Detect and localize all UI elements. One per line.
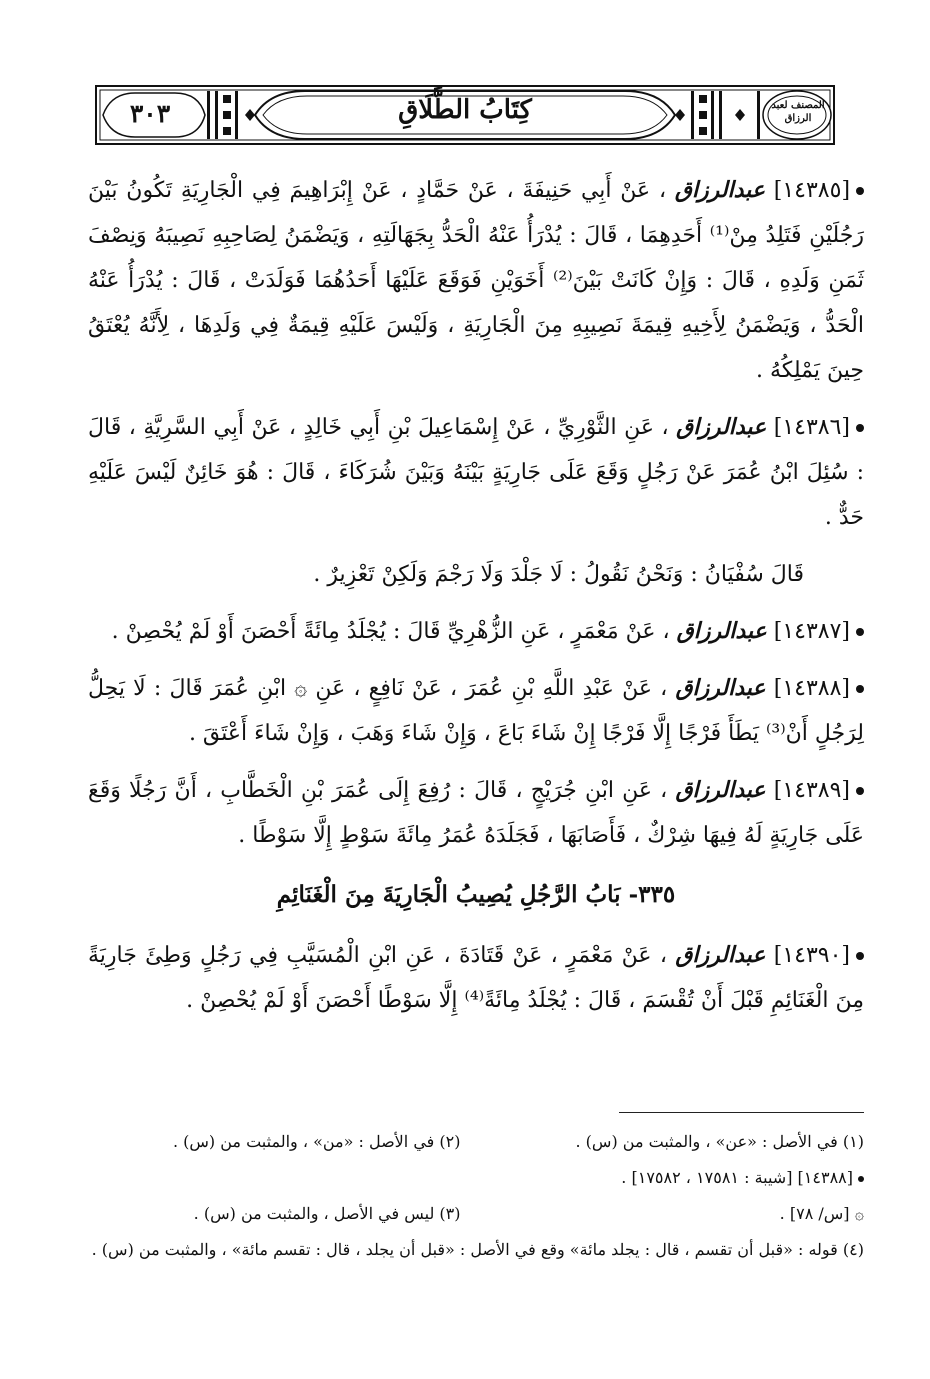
narrator-name: عبدالرزاق	[675, 942, 766, 968]
header-title: كِتَابُ الطَّلَاقِ	[398, 95, 532, 125]
folio-marker: ۞ [س/ ٧٨] .	[779, 1204, 864, 1223]
hadith-number: [١٤٣٩٠]	[773, 943, 850, 968]
hadith-text: ، عَنْ عَبْدِ اللَّهِ بْنِ عُمَرَ ، عَنْ نَافِعٍ ، عَنِ ۞ ابْنِ عُمَرَ قَالَ : لَا يَحِلُّ لِرَجُلٍ أَنْ⁽³⁾ يَطَأَ فَرْجًا إِلَّا فَرْجًا إِنْ شَاءَ بَاعَ ، وَإِنْ شَاءَ وَهَبَ ، وَإِنْ شَاءَ أَعْتَقَ .	[88, 676, 864, 746]
main-text	[88, 168, 864, 1035]
hadith-number: [١٤٣٨٨]	[773, 676, 851, 701]
hadith-text: ، عَنِ الثَّوْرِيِّ ، عَنْ إِسْمَاعِيلَ بْنِ أَبِي خَالِدٍ ، عَنْ أَبِي السَّرِيَّةِ ، قَالَ : سُئِلَ ابْنُ عُمَرَ عَنْ رَجُلٍ وَقَعَ عَلَى جَارِيَةٍ بَيْنَهُ وَبَيْنَ شُرَكَاءَ ، قَالَ : هُوَ خَائِنٌ لَيْسَ عَلَيْهِ حَدٌّ .	[88, 415, 864, 530]
publisher-logo: المصنف لعبد الرزاق	[771, 100, 825, 124]
footnote-1: (١) في الأصل : «عن» ، والمثبت من (س) .	[575, 1132, 864, 1151]
hadith-14387	[88, 609, 864, 654]
sufyan-note: قَالَ سُفْيَانُ : وَنَحْنُ نَقُولُ : لَا جَلْدَ وَلَا رَجْمَ وَلَكِنْ تَعْزِيرٌ .	[313, 562, 804, 587]
hadith-number: [١٤٣٨٩]	[773, 778, 851, 803]
bullet-icon	[858, 1176, 864, 1182]
hadith-14388	[88, 666, 864, 756]
footnote-4: (٤) قوله : «قبل أن تقسم ، قال : يجلد مائة» وقع في الأصل : «قبل أن يجلد ، قال : تقسم مائة» ، والمثبت من (س) .	[91, 1240, 864, 1259]
hadith-text: ، عَنِ ابْنِ جُرَيْجٍ ، قَالَ : رُفِعَ إِلَى عُمَرَ بْنِ الْخَطَّابِ ، أَنَّ رَجُلًا وَقَعَ عَلَى جَارِيَةٍ لَهُ فِيهَا شِرْكٌ ، فَأَصَابَهَا ، فَجَلَدَهُ عُمَرُ مِائَةَ سَوْطٍ إِلَّا سَوْطًا .	[88, 778, 864, 848]
page-number: ٣٠٣	[129, 99, 171, 128]
footnote-divider	[619, 1112, 864, 1113]
bullet-icon	[856, 952, 864, 960]
footnotes	[88, 1124, 864, 1268]
narrator-name: عبدالرزاق	[675, 675, 766, 701]
bullet-icon	[856, 787, 864, 795]
hadith-text: ، عَنْ أَبِي حَنِيفَةَ ، عَنْ حَمَّادٍ ، عَنْ إِبْرَاهِيمَ فِي الْجَارِيَةِ تَكُونُ بَيْنَ رَجُلَيْنِ فَتَلِدُ مِنْ⁽¹⁾ أَحَدِهِمَا ، قَالَ : يُدْرَأُ عَنْهُ الْحَدُّ بِجَهَالَتِهِ ، وَيَضْمَنُ لِصَاحِبِهِ نَصِيبَهُ وَنِصْفَ ثَمَنِ وَلَدِهِ ، قَالَ : وَإِنْ كَانَتْ بَيْنَ⁽²⁾ أَخَوَيْنِ فَوَقَعَ عَلَيْهَا أَحَدُهُمَا فَوَلَدَتْ ، قَالَ : يُدْرَأُ عَنْهُ الْحَدُّ ، وَيَضْمَنُ لِأَخِيهِ قِيمَةَ نَصِيبِهِ مِنَ الْجَارِيَةِ ، وَلَيْسَ عَلَيْهِ قِيمَةٌ فِي وَلَدِهَا ، لِأَنَّهُ يُعْتَقُ حِينَ يَمْلِكُهُ .	[88, 178, 864, 383]
bullet-icon	[856, 685, 864, 693]
footnote-2: (٢) في الأصل : «من» ، والمثبت من (س) .	[172, 1132, 461, 1151]
bullet-icon	[856, 187, 864, 195]
chapter-heading: ٣٣٥- بَابُ الرَّجُلِ يُصِيبُ الْجَارِيَةَ مِنَ الْغَنَائِمِ	[276, 881, 676, 908]
hadith-text: ، عَنْ مَعْمَرٍ ، عَنْ قَتَادَةَ ، عَنِ ابْنِ الْمُسَيَّبِ فِي رَجُلٍ وَطِئَ جَارِيَةً مِنَ الْغَنَائِمِ قَبْلَ أَنْ تُقْسَمَ ، قَالَ : يُجْلَدُ مِائَةً⁽⁴⁾ إِلَّا سَوْطًا أَحْصَنَ أَوْ لَمْ يُحْصِنْ .	[88, 943, 864, 1013]
hadith-number: [١٤٣٨٦]	[773, 415, 851, 440]
footnote-row	[88, 1124, 864, 1160]
reference-text: [١٤٣٨٨] [شيبة : ١٧٥٨١ ، ١٧٥٨٢] .	[621, 1168, 853, 1187]
narrator-name: عبدالرزاق	[674, 177, 765, 203]
footnote-row	[88, 1196, 864, 1232]
hadith-14385	[88, 168, 864, 393]
hadith-14386	[88, 405, 864, 540]
hadith-number: [١٤٣٨٧]	[773, 619, 850, 644]
narrator-name: عبدالرزاق	[675, 777, 766, 803]
hadith-text: ، عَنْ مَعْمَرٍ ، عَنِ الزُّهْرِيِّ قَالَ : يُجْلَدُ مِائَةً أَحْصَنَ أَوْ لَمْ يُحْصِنْ .	[111, 619, 670, 644]
narrator-name: عبدالرزاق	[676, 414, 767, 440]
hadith-14389	[88, 768, 864, 858]
narrator-name: عبدالرزاق	[676, 618, 767, 644]
hadith-14390	[88, 933, 864, 1023]
bullet-icon	[856, 424, 864, 432]
bullet-icon	[856, 628, 864, 636]
hadith-number: [١٤٣٨٥]	[773, 178, 851, 203]
footnote-3: (٣) ليس في الأصل ، والمثبت من (س) .	[193, 1204, 461, 1223]
page-header	[95, 85, 835, 145]
footnote-reference	[88, 1160, 864, 1196]
